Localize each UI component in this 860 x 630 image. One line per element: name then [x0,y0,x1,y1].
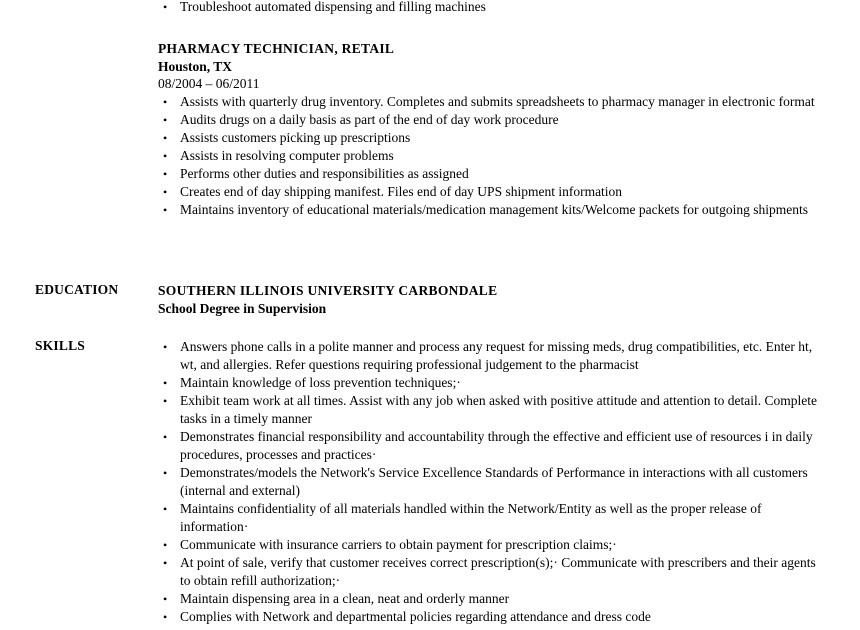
skills-entry [158,338,818,626]
bullet-icon: • [163,592,168,606]
list-item: • Troubleshoot automated dispensing and filling machines [163,0,486,14]
list-item: • Creates end of day shipping manifest. Files end of day UPS shipment information [163,184,623,199]
bullet-icon: • [163,167,168,181]
previous-job-bullets [158,0,818,16]
list-item: • At point of sale, verify that customer receives correct prescription(s);· Communicate with prescribers and their agents to obtain refill authorization;· [163,555,816,588]
skills-bullet-list [158,338,818,626]
bullet-icon: • [163,203,168,217]
bullet-icon: • [163,149,168,163]
bullet-icon: • [163,466,168,480]
school-name: SOUTHERN ILLINOIS UNIVERSITY CARBONDALE [158,283,498,298]
education-heading: EDUCATION [35,282,119,297]
list-item: • Performs other duties and responsibilities as assigned [163,166,469,181]
bullet-icon: • [163,556,168,570]
list-item: • Assists customers picking up prescriptions [163,130,411,145]
bullet-icon: • [163,538,168,552]
bullet-icon: • [163,610,168,624]
job-bullet-list [158,93,818,219]
bullet-icon: • [163,340,168,354]
list-item: • Maintains confidentiality of all materials handled within the Network/Entity as well as the proper release of information· [163,501,762,534]
list-item: • Maintains inventory of educational materials/medication management kits/Welcome packets for outgoing shipments [163,202,808,217]
bullet-icon: • [163,185,168,199]
bullet-icon: • [163,502,168,516]
bullet-icon: • [163,113,168,127]
job-location: Houston, TX [158,59,233,74]
skills-heading: SKILLS [35,338,85,353]
bullet-icon: • [163,430,168,444]
list-item: • Maintain knowledge of loss prevention techniques;· [163,375,461,390]
education-entry [158,282,818,318]
list-item: • Communicate with insurance carriers to obtain payment for prescription claims;· [163,537,617,552]
list-item: • Maintain dispensing area in a clean, neat and orderly manner [163,591,510,606]
bullet-icon: • [163,131,168,145]
list-item: • Demonstrates/models the Network's Service Excellence Standards of Performance in interactions with all customers (internal and external) [163,465,808,498]
job-title: PHARMACY TECHNICIAN, RETAIL [158,41,395,56]
bullet-icon: • [163,95,168,109]
previous-job-bullet-list [158,0,818,16]
degree: School Degree in Supervision [158,301,327,316]
list-item: • Complies with Network and departmental policies regarding attendance and dress code [163,609,651,624]
bullet-icon: • [163,394,168,408]
list-item: • Exhibit team work at all times. Assist with any job when asked with positive attitude and attention to detail. Complete tasks in a timely manner [163,393,818,426]
list-item: • Demonstrates financial responsibility and accountability through the effective and efficient use of resources i in daily procedures, processes and practices· [163,429,813,462]
job-dates: 08/2004 – 06/2011 [158,76,260,91]
job-entry [158,40,818,219]
list-item: • Assists with quarterly drug inventory. Completes and submits spreadsheets to pharmacy manager in electronic format [163,94,815,109]
list-item: • Answers phone calls in a polite manner and process any request for missing meds, drug compatibilities, etc. Enter ht, wt, and allergies. Refer questions requiring professional judgement to the pharmacist [163,339,813,372]
list-item: • Assists in resolving computer problems [163,148,394,163]
bullet-icon: • [163,376,168,390]
bullet-icon: • [163,0,168,14]
list-item: • Audits drugs on a daily basis as part of the end of day work procedure [163,112,559,127]
